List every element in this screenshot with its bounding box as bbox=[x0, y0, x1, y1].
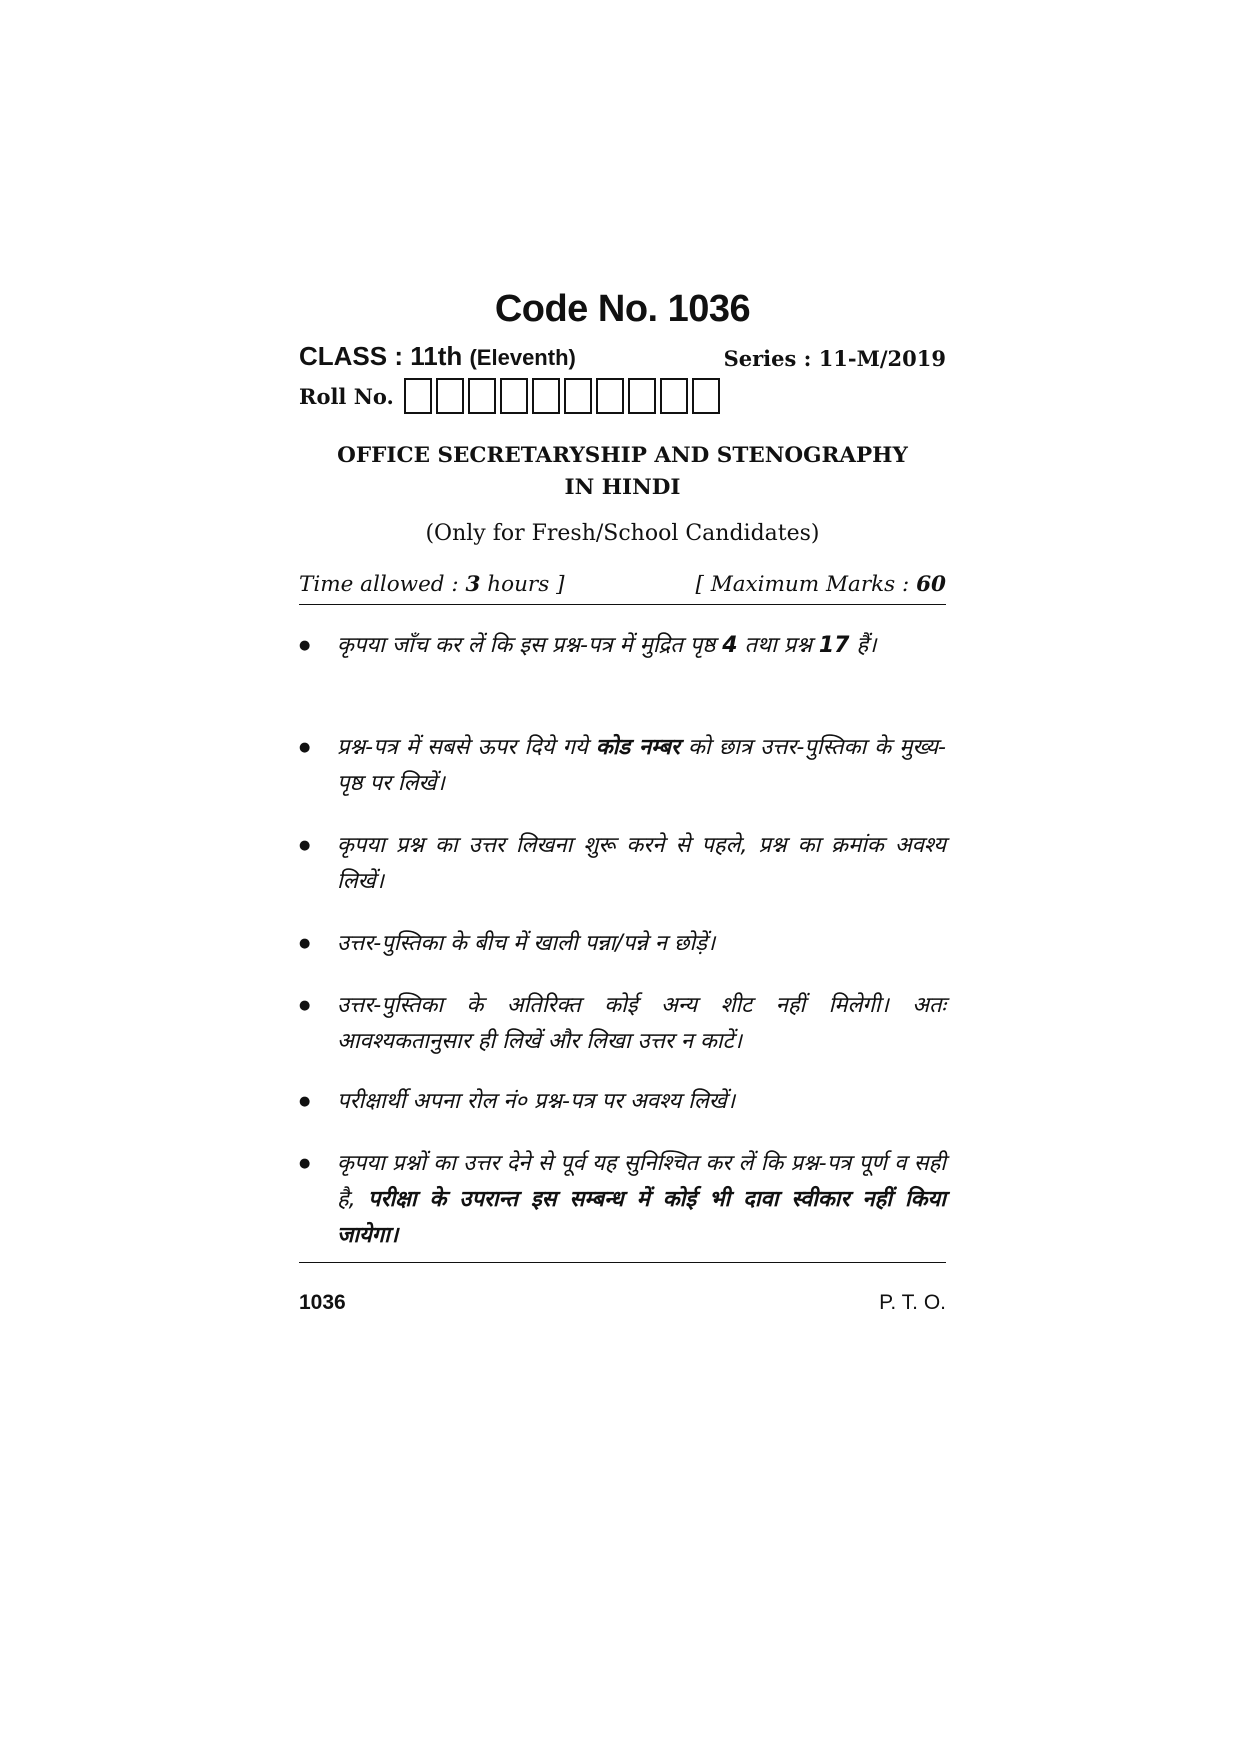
marks-value: 60 bbox=[916, 572, 946, 597]
time-label: Time allowed : bbox=[299, 572, 466, 597]
instruction-item: ● परीक्षार्थी अपना रोल नं० प्रश्न-पत्र पर अवश्य लिखें। bbox=[299, 1084, 735, 1120]
subject-line-1: OFFICE SECRETARYSHIP AND STENOGRAPHY bbox=[337, 443, 908, 468]
subject-title bbox=[299, 440, 946, 504]
candidates-note: (Only for Fresh/School Candidates) bbox=[425, 521, 820, 546]
instruction-item: ● उत्तर-पुस्तिका के बीच में खाली पन्ना/पन्ने न छोड़ें। bbox=[299, 926, 715, 962]
instruction-item: ● प्रश्न-पत्र में सबसे ऊपर दिये गये कोड नम्बर को छात्र उत्तर-पुस्तिका के मुख्य-पृष्ठ पर लिखें। bbox=[299, 730, 946, 802]
roll-number-box[interactable] bbox=[532, 378, 560, 414]
subject-line-2: IN HINDI bbox=[564, 475, 681, 500]
instruction-item: ● कृपया प्रश्न का उत्तर लिखना शुरू करने से पहले, प्रश्न का क्रमांक अवश्य लिखें। bbox=[299, 828, 946, 900]
roll-number-box[interactable] bbox=[692, 378, 720, 414]
time-marks-row bbox=[299, 572, 946, 605]
footer-divider bbox=[299, 1262, 946, 1263]
roll-number-boxes[interactable] bbox=[404, 378, 724, 414]
roll-number-label: Roll No. bbox=[299, 383, 394, 409]
series-label: Series : 11-M/2019 bbox=[723, 346, 946, 371]
roll-number-box[interactable] bbox=[660, 378, 688, 414]
please-turn-over: P. T. O. bbox=[879, 1291, 946, 1314]
class-info bbox=[299, 341, 576, 372]
roll-number-box[interactable] bbox=[436, 378, 464, 414]
question-paper-sheet bbox=[299, 0, 946, 1755]
roll-number-box[interactable] bbox=[628, 378, 656, 414]
footer-code-number: 1036 bbox=[299, 1291, 346, 1314]
marks-label: [ Maximum Marks : bbox=[695, 572, 917, 597]
class-sublabel: (Eleventh) bbox=[469, 345, 576, 370]
instruction-item: ● उत्तर-पुस्तिका के अतिरिक्त कोई अन्य शीट नहीं मिलेगी। अतः आवश्यकतानुसार ही लिखें और लिखा उत्तर न काटें। bbox=[299, 988, 946, 1060]
time-value: 3 bbox=[465, 572, 481, 597]
time-unit: hours ] bbox=[480, 572, 565, 597]
roll-number-field bbox=[299, 378, 724, 414]
roll-number-box[interactable] bbox=[468, 378, 496, 414]
roll-number-box[interactable] bbox=[500, 378, 528, 414]
class-label: CLASS : 11th bbox=[299, 341, 463, 371]
code-number-title: Code No. 1036 bbox=[494, 288, 751, 330]
roll-number-box[interactable] bbox=[596, 378, 624, 414]
roll-number-box[interactable] bbox=[404, 378, 432, 414]
roll-number-box[interactable] bbox=[564, 378, 592, 414]
maximum-marks bbox=[695, 572, 946, 597]
instruction-item: ● कृपया प्रश्नों का उत्तर देने से पूर्व यह सुनिश्चित कर लें कि प्रश्न-पत्र पूर्ण व सही है, परीक्षा के उपरान्त इस सम्बन्ध में कोई भी दावा स्वीकार नहीं किया जायेगा। bbox=[299, 1146, 946, 1254]
time-allowed bbox=[299, 572, 564, 597]
instruction-item: ● कृपया जाँच कर लें कि इस प्रश्न-पत्र में मुद्रित पृष्ठ 4 तथा प्रश्न 17 हैं। bbox=[299, 628, 877, 664]
